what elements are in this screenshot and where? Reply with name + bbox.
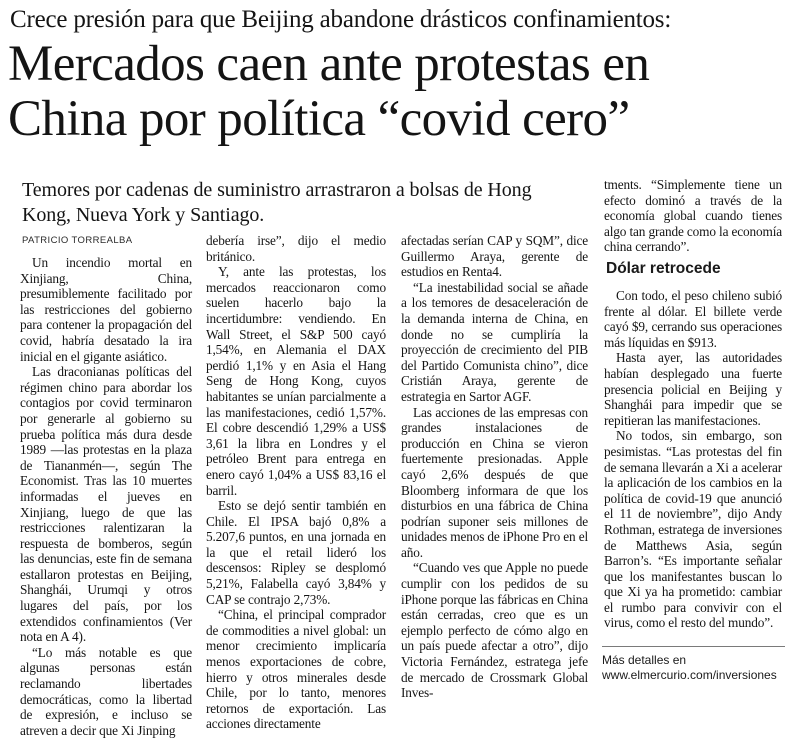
subhead: Temores por cadenas de suministro arrastraron a bolsas de Hong Kong, Nueva York y Santiago. [22, 179, 532, 226]
kicker: Crece presión para que Beijing abandone drásticos confinamientos: [10, 6, 672, 33]
paragraph: Un incendio mortal en Xinjiang, China, presumiblemente facilitado por las restricciones del gobierno para contener la propagación del covid, habría desatado la ira inicial en el gigante asiático. [20, 255, 192, 364]
headline-line-1: Mercados caen ante protestas en [8, 36, 650, 92]
paragraph: tments. “Simplemente tiene un efecto dominó a través de la economía global cuando tienes algo tan grande como la economía china cerrando”. [604, 177, 782, 255]
section-subtitle: Dólar retrocede [606, 260, 721, 277]
headline-line-2: China por política “covid cero” [8, 91, 630, 147]
paragraph: “La inestabilidad social se añade a los temores de desaceleración de la demanda interna de China, en donde no se cumpliría la proyección de crecimiento del PIB del Partido Comunista chino”, dice Cristián Araya, gerente de estrategia en Sartor AGF. [401, 279, 588, 404]
paragraph: Esto se dejó sentir también en Chile. El IPSA bajó 0,8% a 5.207,6 puntos, en una jornada en la que el retail lideró los descensos: Ripley se desplomó 5,21%, Falabella cayó 3,84% y CAP se contrajo 2,73%. [206, 498, 386, 607]
column-3 [401, 233, 588, 701]
paragraph: “Cuando ves que Apple no puede cumplir con los pedidos de su iPhone porque las fábricas en China están cerradas, creo que es un ejemplo perfecto de cómo algo en un país puede afectar a otro”, dijo Victoria Fernández, estratega jefe de mercado de Crossmark Global Inves- [401, 560, 588, 701]
more-details-label: Más detalles en [602, 653, 687, 667]
paragraph: afectadas serían CAP y SQM”, dice Guillermo Araya, gerente de estudios en Renta4. [401, 233, 588, 280]
paragraph: Y, ante las protestas, los mercados reaccionaron como suelen hacerlo bajo la incertidumbre: vendiendo. En Wall Street, el S&P 500 cayó 1,54%, en Alemania el DAX perdió 1,1% y en Asia el Hang Seng de Hong Kong, cuyos habitantes se unían parcialmente a las manifestaciones, cedió 1,57%. El cobre descendió 1,29% a US$ 3,61 la libra en Londres y el petróleo Brent para entrega en enero cayó 1,04% a US$ 83,16 el barril. [206, 264, 386, 498]
column-4-bottom [604, 288, 782, 631]
paragraph: Hasta ayer, las autoridades habían desplegado una fuerte presencia policial en Beijing y Shanghái para impedir que se repitieran las manifestaciones. [604, 350, 782, 428]
paragraph: Con todo, el peso chileno subió frente al dólar. El billete verde cayó $9, cerrando sus operaciones más líquidas en $913. [604, 288, 782, 350]
column-4-top [604, 177, 782, 255]
paragraph: Las draconianas políticas del régimen chino para abordar los contagios por covid terminaron por generarle al gobierno su prueba política más dura desde 1989 —las protestas en la plaza de Tiananmén—, según The Economist. Tras las 10 muertes informadas el jueves en Xinjiang, luego de que las restricciones ralentizaran la respuesta de bomberos, según las denuncias, este fin de semana estallaron protestas en Beijing, Shanghái, Urumqi y otros lugares del país, por los extendidos confinamientos (Ver nota en A 4). [20, 364, 192, 645]
more-details-box [602, 646, 785, 683]
paragraph: No todos, sin embargo, son pesimistas. “Las protestas del fin de semana llevarán a Xi a acelerar la aplicación de los cambios en la política de covid-19 que anunció el 11 de noviembre”, dijo Andy Rothman, estratega de inversiones de Matthews Asia, según Barron’s. “Es importante señalar que los manifestantes buscan lo que Xi ya ha prometido: cambiar el rumbo para convivir con el virus, como el resto del mundo”. [604, 428, 782, 631]
more-details-link[interactable]: www.elmercurio.com/inversiones [602, 668, 777, 682]
headline [8, 37, 793, 147]
paragraph: “China, el principal comprador de commodities a nivel global: un menor crecimiento implicaría menos exportaciones de cobre, hierro y otros minerales desde Chile, por lo tanto, menores retornos de exportación. Las acciones directamente [206, 607, 386, 732]
paragraph: “Lo más notable es que algunas personas están reclamando libertades democráticas, como la libertad de expresión, e incluso se atreven a decir que Xi Jinping [20, 644, 192, 738]
paragraph: Las acciones de las empresas con grandes instalaciones de producción en China se vieron fuertemente presionadas. Apple cayó 2,6% después de que Bloomberg informara de que los disturbios en una fábrica de China podrían suponer seis millones de unidades menos de iPhone Pro en el año. [401, 404, 588, 560]
paragraph: debería irse”, dijo el medio británico. [206, 233, 386, 264]
byline: PATRICIO TORREALBA [22, 235, 133, 246]
column-1 [20, 255, 192, 738]
column-2 [206, 233, 386, 732]
